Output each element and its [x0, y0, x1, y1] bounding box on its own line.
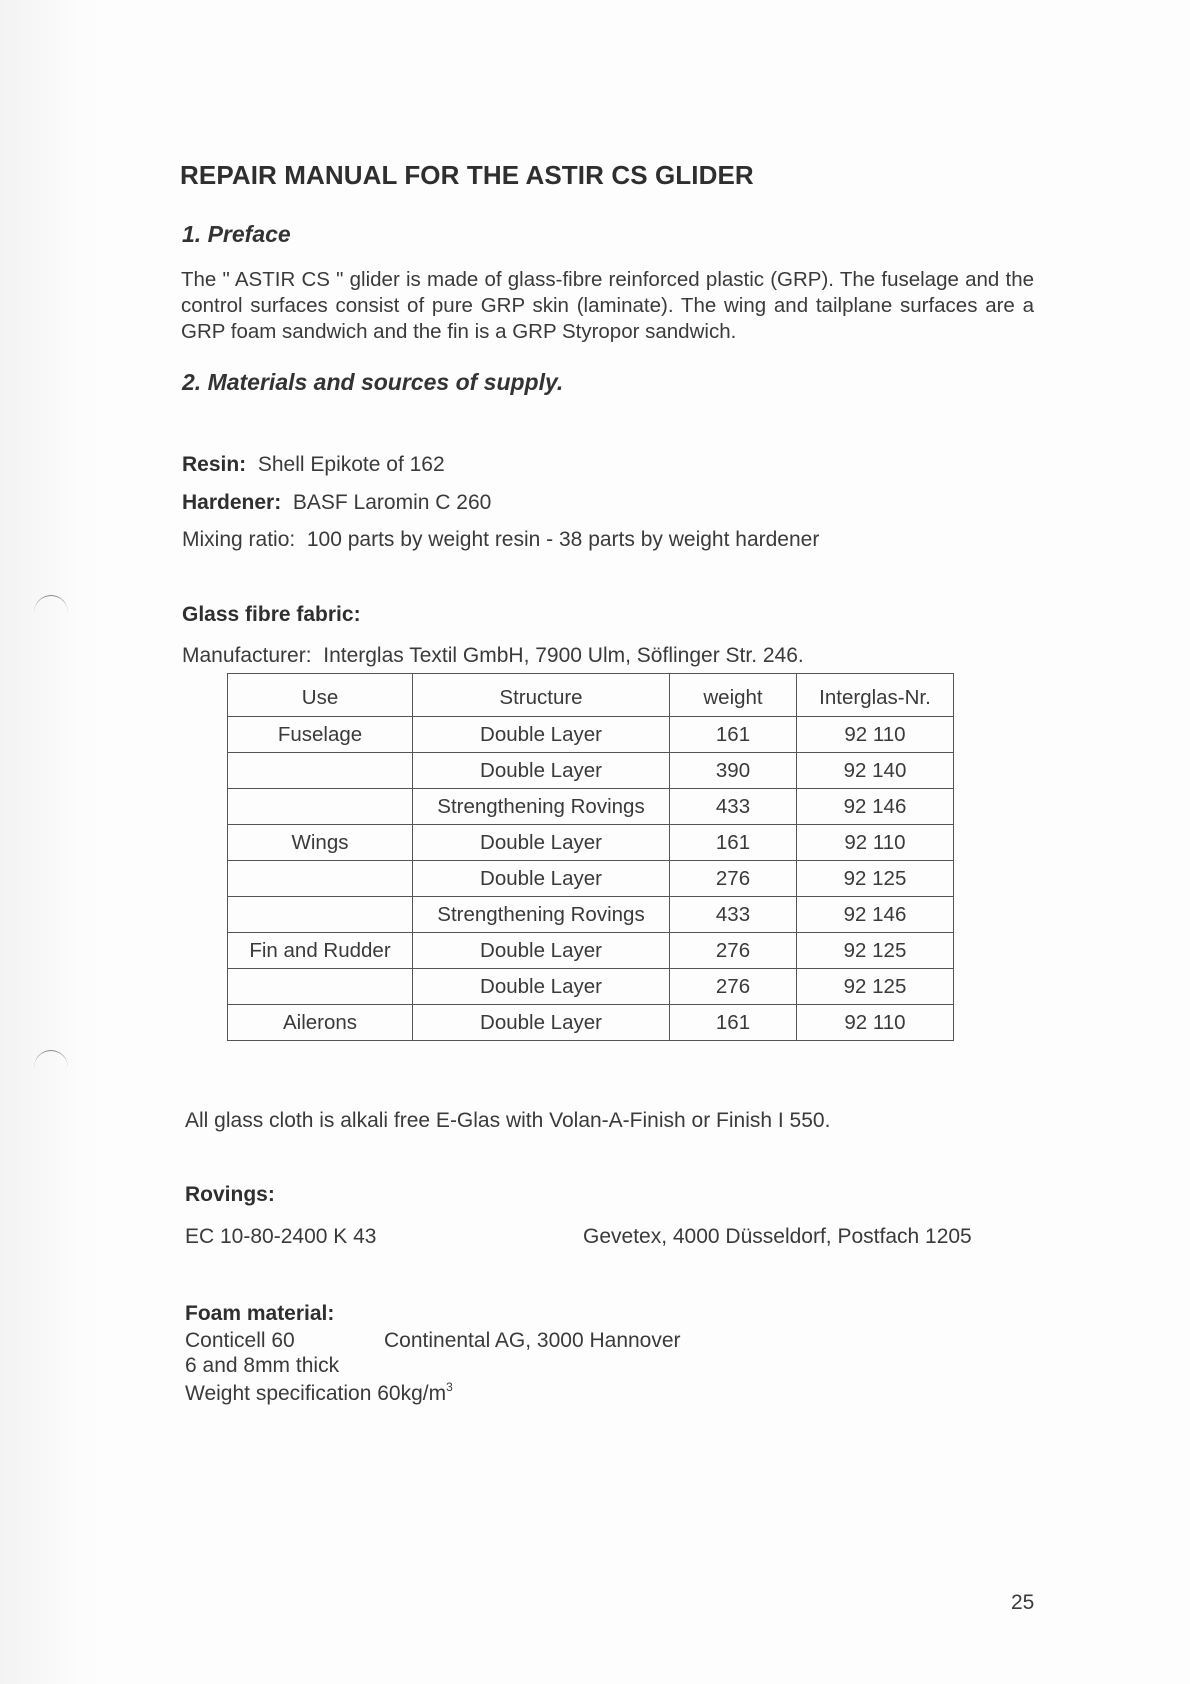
cell-interglas-nr: 92 146 [797, 789, 954, 825]
cell-use: Fuselage [228, 717, 413, 753]
foam-weight-superscript: 3 [446, 1380, 453, 1394]
cell-interglas-nr: 92 140 [797, 753, 954, 789]
roving-supplier: Gevetex, 4000 Düsseldorf, Postfach 1205 [583, 1225, 972, 1248]
cell-use [228, 969, 413, 1005]
cell-interglas-nr: 92 146 [797, 897, 954, 933]
page-number: 25 [1011, 1591, 1035, 1614]
cell-weight: 161 [670, 1005, 797, 1041]
column-header-structure: Structure [413, 674, 670, 717]
binder-hole-mark [34, 1050, 68, 1085]
cell-interglas-nr: 92 125 [797, 861, 954, 897]
cell-use [228, 897, 413, 933]
table-row [228, 1005, 954, 1041]
mixing-value: 100 parts by weight resin - 38 parts by weight hardener [306, 528, 820, 551]
table-header-row [228, 674, 954, 717]
mixing-label: Mixing ratio: [182, 528, 296, 551]
table-row [228, 897, 954, 933]
cell-structure: Double Layer [413, 1005, 670, 1041]
cell-structure: Double Layer [413, 717, 670, 753]
table-row [228, 969, 954, 1005]
cell-use: Wings [228, 825, 413, 861]
cell-weight: 433 [670, 897, 797, 933]
hardener-value: BASF Laromin C 260 [292, 491, 492, 514]
resin-label: Resin: [182, 453, 247, 476]
foam-product: Conticell 60 [185, 1329, 295, 1352]
cell-weight: 276 [670, 969, 797, 1005]
manufacturer-line [182, 644, 804, 668]
cell-structure: Strengthening Rovings [413, 789, 670, 825]
cell-weight: 433 [670, 789, 797, 825]
column-header-use: Use [228, 674, 413, 717]
binder-hole-mark [34, 595, 68, 630]
cell-structure: Double Layer [413, 825, 670, 861]
materials-heading: 2. Materials and sources of supply. [182, 369, 564, 395]
cell-use [228, 753, 413, 789]
cell-use [228, 861, 413, 897]
resin-line [182, 453, 445, 477]
hardener-label: Hardener: [182, 491, 282, 514]
manufacturer-label: Manufacturer: [182, 644, 312, 667]
cell-weight: 390 [670, 753, 797, 789]
resin-value: Shell Epikote of 162 [257, 453, 445, 476]
cell-weight: 276 [670, 861, 797, 897]
cell-interglas-nr: 92 110 [797, 825, 954, 861]
cell-structure: Double Layer [413, 969, 670, 1005]
cell-weight: 276 [670, 933, 797, 969]
foam-weight-spec [185, 1380, 453, 1406]
foam-heading: Foam material: [185, 1302, 335, 1325]
cell-weight: 161 [670, 717, 797, 753]
hardener-line [182, 491, 491, 515]
column-header-weight: weight [670, 674, 797, 717]
cell-structure: Double Layer [413, 861, 670, 897]
scan-shadow [0, 0, 100, 1684]
cell-interglas-nr: 92 110 [797, 1005, 954, 1041]
manufacturer-value: Interglas Textil GmbH, 7900 Ulm, Söflinger Str. 246. [323, 644, 804, 667]
glass-fabric-heading: Glass fibre fabric: [182, 603, 361, 626]
cell-structure: Double Layer [413, 753, 670, 789]
cell-use [228, 789, 413, 825]
table-row [228, 825, 954, 861]
table-row [228, 861, 954, 897]
cell-structure: Double Layer [413, 933, 670, 969]
page-title: REPAIR MANUAL FOR THE ASTIR CS GLIDER [180, 160, 754, 190]
glass-cloth-note: All glass cloth is alkali free E-Glas with Volan-A-Finish or Finish I 550. [185, 1109, 831, 1132]
cell-interglas-nr: 92 125 [797, 933, 954, 969]
cell-interglas-nr: 92 125 [797, 969, 954, 1005]
table-row [228, 717, 954, 753]
cell-structure: Strengthening Rovings [413, 897, 670, 933]
rovings-heading: Rovings: [185, 1183, 275, 1206]
mixing-ratio-line [182, 528, 819, 552]
roving-code: EC 10-80-2400 K 43 [185, 1225, 377, 1248]
cell-interglas-nr: 92 110 [797, 717, 954, 753]
cell-use: Fin and Rudder [228, 933, 413, 969]
table-row [228, 753, 954, 789]
table-row [228, 933, 954, 969]
cell-use: Ailerons [228, 1005, 413, 1041]
cell-weight: 161 [670, 825, 797, 861]
column-header-interglas-nr: Interglas-Nr. [797, 674, 954, 717]
preface-paragraph: The " ASTIR CS " glider is made of glass-fibre reinforced plastic (GRP). The fuselage and the control surfaces consist of pure GRP skin (laminate). The wing and tailplane surfaces are a GRP foam sandwich and the fin is a GRP Styropor sandwich. [181, 268, 1034, 343]
glass-fabric-table [227, 673, 954, 1041]
foam-weight-text: Weight specification 60kg/m [185, 1382, 447, 1405]
foam-thickness: 6 and 8mm thick [185, 1354, 340, 1377]
foam-supplier: Continental AG, 3000 Hannover [384, 1329, 681, 1352]
table-row [228, 789, 954, 825]
preface-heading: 1. Preface [182, 221, 291, 247]
